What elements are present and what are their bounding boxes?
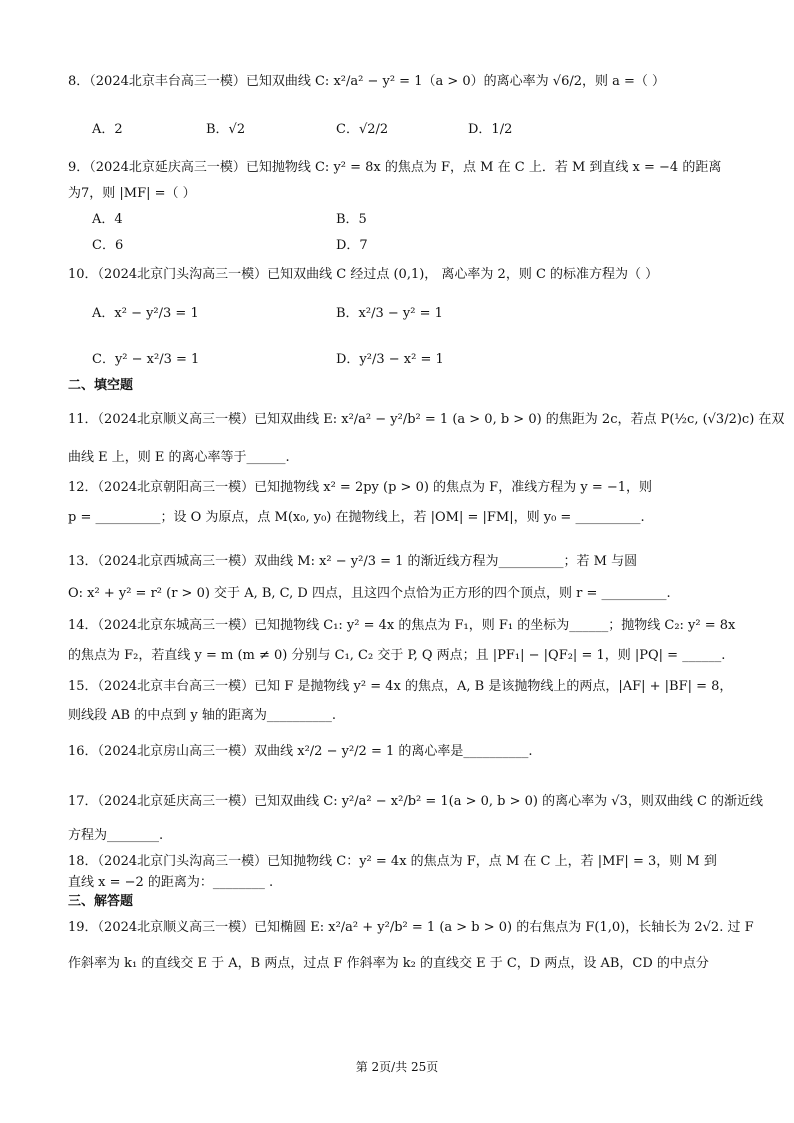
question-14-line-2: 的焦点为 F₂，若直线 y = m (m ≠ 0) 分别与 C₁, C₂ 交于 P, Q 两点；且 |PF₁| − |QF₂| = 1，则 |PQ| = ______.	[68, 648, 726, 663]
question-12-line-2: p = __________；设 O 为原点，点 M(x₀, y₀) 在抛物线上，若 |OM| = |FM|，则 y₀ = __________.	[68, 510, 645, 525]
q9-option-a: A．4	[92, 212, 123, 227]
section-answer-heading: 三、解答题	[68, 894, 134, 909]
question-17-line-2: 方程为________.	[68, 828, 164, 843]
question-15-line-1: 15．（2024北京丰台高三一模）已知 F 是抛物线 y² = 4x 的焦点，A, B 是该抛物线上的两点，|AF| + |BF| = 8，	[68, 679, 733, 694]
question-18-line-2: 直线 x = −2 的距离为：________ .	[68, 875, 274, 890]
question-13-line-2: O: x² + y² = r² (r > 0) 交于 A, B, C, D 四点，且这四个点恰为正方形的四个顶点，则 r = __________.	[68, 586, 671, 601]
q9-option-b: B．5	[336, 212, 367, 227]
question-11-line-1: 11．（2024北京顺义高三一模）已知双曲线 E: x²/a² − y²/b² = 1 (a > 0, b > 0) 的焦距为 2c，若点 P(½c, (√3/2)c) 在双	[68, 412, 785, 427]
q9-option-d: D．7	[336, 238, 368, 253]
question-18-line-1: 18．（2024北京门头沟高三一模）已知抛物线 C：y² = 4x 的焦点为 F，点 M 在 C 上，若 |MF| = 3，则 M 到	[68, 854, 717, 869]
question-10-stem: 10．（2024北京门头沟高三一模）已知双曲线 C 经过点 (0,1)， 离心率为 2，则 C 的标准方程为（ ）	[68, 267, 659, 282]
q8-option-d: D．1/2	[468, 122, 513, 137]
question-12-line-1: 12．（2024北京朝阳高三一模）已知抛物线 x² = 2py (p > 0) 的焦点为 F，准线方程为 y = −1，则	[68, 480, 653, 495]
question-14-line-1: 14．（2024北京东城高三一模）已知抛物线 C₁: y² = 4x 的焦点为 F₁，则 F₁ 的坐标为______；抛物线 C₂: y² = 8x	[68, 618, 736, 633]
question-15-line-2: 则线段 AB 的中点到 y 轴的距离为__________.	[68, 708, 336, 723]
question-9-stem-1: 9．（2024北京延庆高三一模）已知抛物线 C: y² = 8x 的焦点为 F，点 M 在 C 上．若 M 到直线 x = −4 的距离	[68, 160, 722, 175]
q10-option-b: B．x²/3 − y² = 1	[336, 306, 443, 321]
question-8-stem: 8．（2024北京丰台高三一模）已知双曲线 C: x²/a² − y² = 1（a > 0）的离心率为 √6/2，则 a =（ ）	[68, 74, 666, 89]
question-13-line-1: 13．（2024北京西城高三一模）双曲线 M: x² − y²/3 = 1 的渐近线方程为__________；若 M 与圆	[68, 554, 638, 569]
q10-option-c: C．y² − x²/3 = 1	[92, 352, 200, 367]
question-11-line-2: 曲线 E 上，则 E 的离心率等于______.	[68, 450, 290, 465]
q9-option-c: C．6	[92, 238, 124, 253]
question-19-line-1: 19．（2024北京顺义高三一模）已知椭圆 E: x²/a² + y²/b² = 1 (a > b > 0) 的右焦点为 F(1,0)，长轴长为 2√2. 过 F	[68, 920, 754, 935]
question-16-line-1: 16．（2024北京房山高三一模）双曲线 x²/2 − y²/2 = 1 的离心率是__________.	[68, 744, 533, 759]
page-number-footer: 第 2页/共 25页	[355, 1060, 439, 1074]
q10-option-a: A．x² − y²/3 = 1	[92, 306, 199, 321]
question-9-stem-2: 为7，则 |MF| =（ ）	[68, 186, 196, 201]
q8-option-a: A．2	[92, 122, 123, 137]
q8-option-c: C．√2/2	[336, 122, 389, 137]
section-fill-blank-heading: 二、填空题	[68, 378, 134, 393]
q8-option-b: B．√2	[206, 122, 246, 137]
question-19-line-2: 作斜率为 k₁ 的直线交 E 于 A，B 两点，过点 F 作斜率为 k₂ 的直线交 E 于 C，D 两点，设 AB，CD 的中点分	[68, 956, 709, 971]
question-17-line-1: 17．（2024北京延庆高三一模）已知双曲线 C: y²/a² − x²/b² = 1(a > 0, b > 0) 的离心率为 √3，则双曲线 C 的渐近线	[68, 794, 764, 809]
q10-option-d: D．y²/3 − x² = 1	[336, 352, 444, 367]
